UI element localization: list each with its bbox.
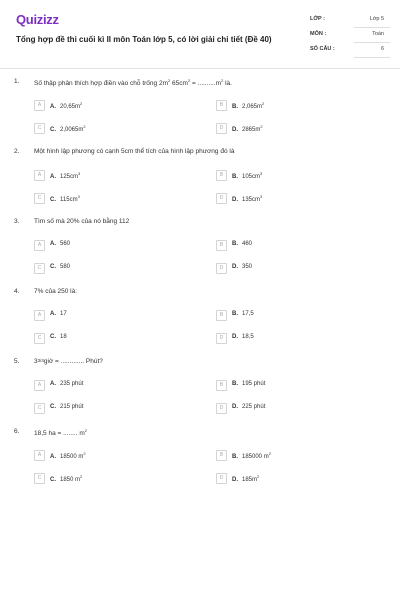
quizizz-logo: Quizizz bbox=[16, 12, 59, 27]
meta-underline bbox=[354, 27, 390, 28]
meta-row-subject bbox=[310, 29, 390, 44]
worksheet-title: Tổng hợp đề thi cuối kì II môn Toán lớp 5, có lời giải chi tiết (Đề 40) bbox=[16, 35, 272, 44]
meta-underline bbox=[354, 42, 390, 43]
question-text: Tìm số mà 20% của nó bằng 112 bbox=[34, 218, 130, 225]
meta-value-class: Lớp 5 bbox=[369, 16, 384, 22]
meta-row-class bbox=[310, 14, 390, 29]
question-text: 7% của 250 là: bbox=[34, 288, 78, 295]
fraction: 3/4 bbox=[37, 358, 44, 363]
worksheet-header bbox=[14, 12, 390, 64]
question-text: Số thập phân thích hợp điền vào chỗ trống $2m^2$ $65cm^2 = ..........m^2$ là. bbox=[34, 78, 232, 88]
question-number: 1. bbox=[14, 78, 20, 85]
meta-value-subject: Toán bbox=[372, 31, 384, 37]
meta-underline bbox=[354, 57, 390, 58]
question-number: 5. bbox=[14, 358, 20, 365]
header-divider bbox=[0, 68, 400, 69]
meta-label-count: SỐ CÂU : bbox=[310, 46, 335, 52]
question-number: 3. bbox=[14, 218, 20, 225]
question-number: 2. bbox=[14, 148, 20, 155]
question-text: 18,5 ha = ........ $m^2$ bbox=[34, 428, 87, 438]
meta-row-count bbox=[310, 44, 390, 59]
question-text: 33/4giờ = ............. Phút? bbox=[34, 358, 103, 365]
question-text: Một hình lập phương có cạnh 5cm thể tích của hình lập phương đó là bbox=[34, 148, 235, 155]
meta-block bbox=[310, 14, 390, 59]
question-number: 6. bbox=[14, 428, 20, 435]
meta-label-subject: MÔN : bbox=[310, 31, 327, 37]
meta-label-class: LỚP : bbox=[310, 16, 325, 22]
worksheet-page: Quizizz Tổng hợp đề thi cuối kì II môn Toán lớp 5, có lời giải chi tiết (Đề 40) LỚP : Lớp 5 MÔN : Toán SỐ CÂU : 6 1. Số thập phân thích hợp điền vào chỗ trống $2m^2$ $65cm^2 = ..........m^2$ là. A A. $20,65m^2$ B B. $2,065m^2$ C C. $2,0065m^2$ D D. $2865m^2$ 2. Một hình lập phương có cạnh 5cm thể tích của hình lập phương đó là A A. $125cm^3$ B B. $105cm^3$ C C. $115cm^3$ D D. $135cm^3$ 3. Tìm số mà 20% của nó bằng 112 A A. 560 B B. 460 C C. 580 D D. 350 4. 7% của 250 là: A A. 17 B B. 17,5 C C. 18 D D. 18,5 5. 33/4giờ = ............. Phút? A A. 235 phút B B. 195 phút C C. 215 phút D D. 225 phút 6. 18,5 ha = ........ $m^2$ A A. 18500 $m^2$ B B. 185000 $m^2$ C C. 1850 $m^2$ D D. $185m^2$ bbox=[0, 0, 400, 600]
question-number: 4. bbox=[14, 288, 20, 295]
meta-value-count: 6 bbox=[380, 46, 384, 52]
